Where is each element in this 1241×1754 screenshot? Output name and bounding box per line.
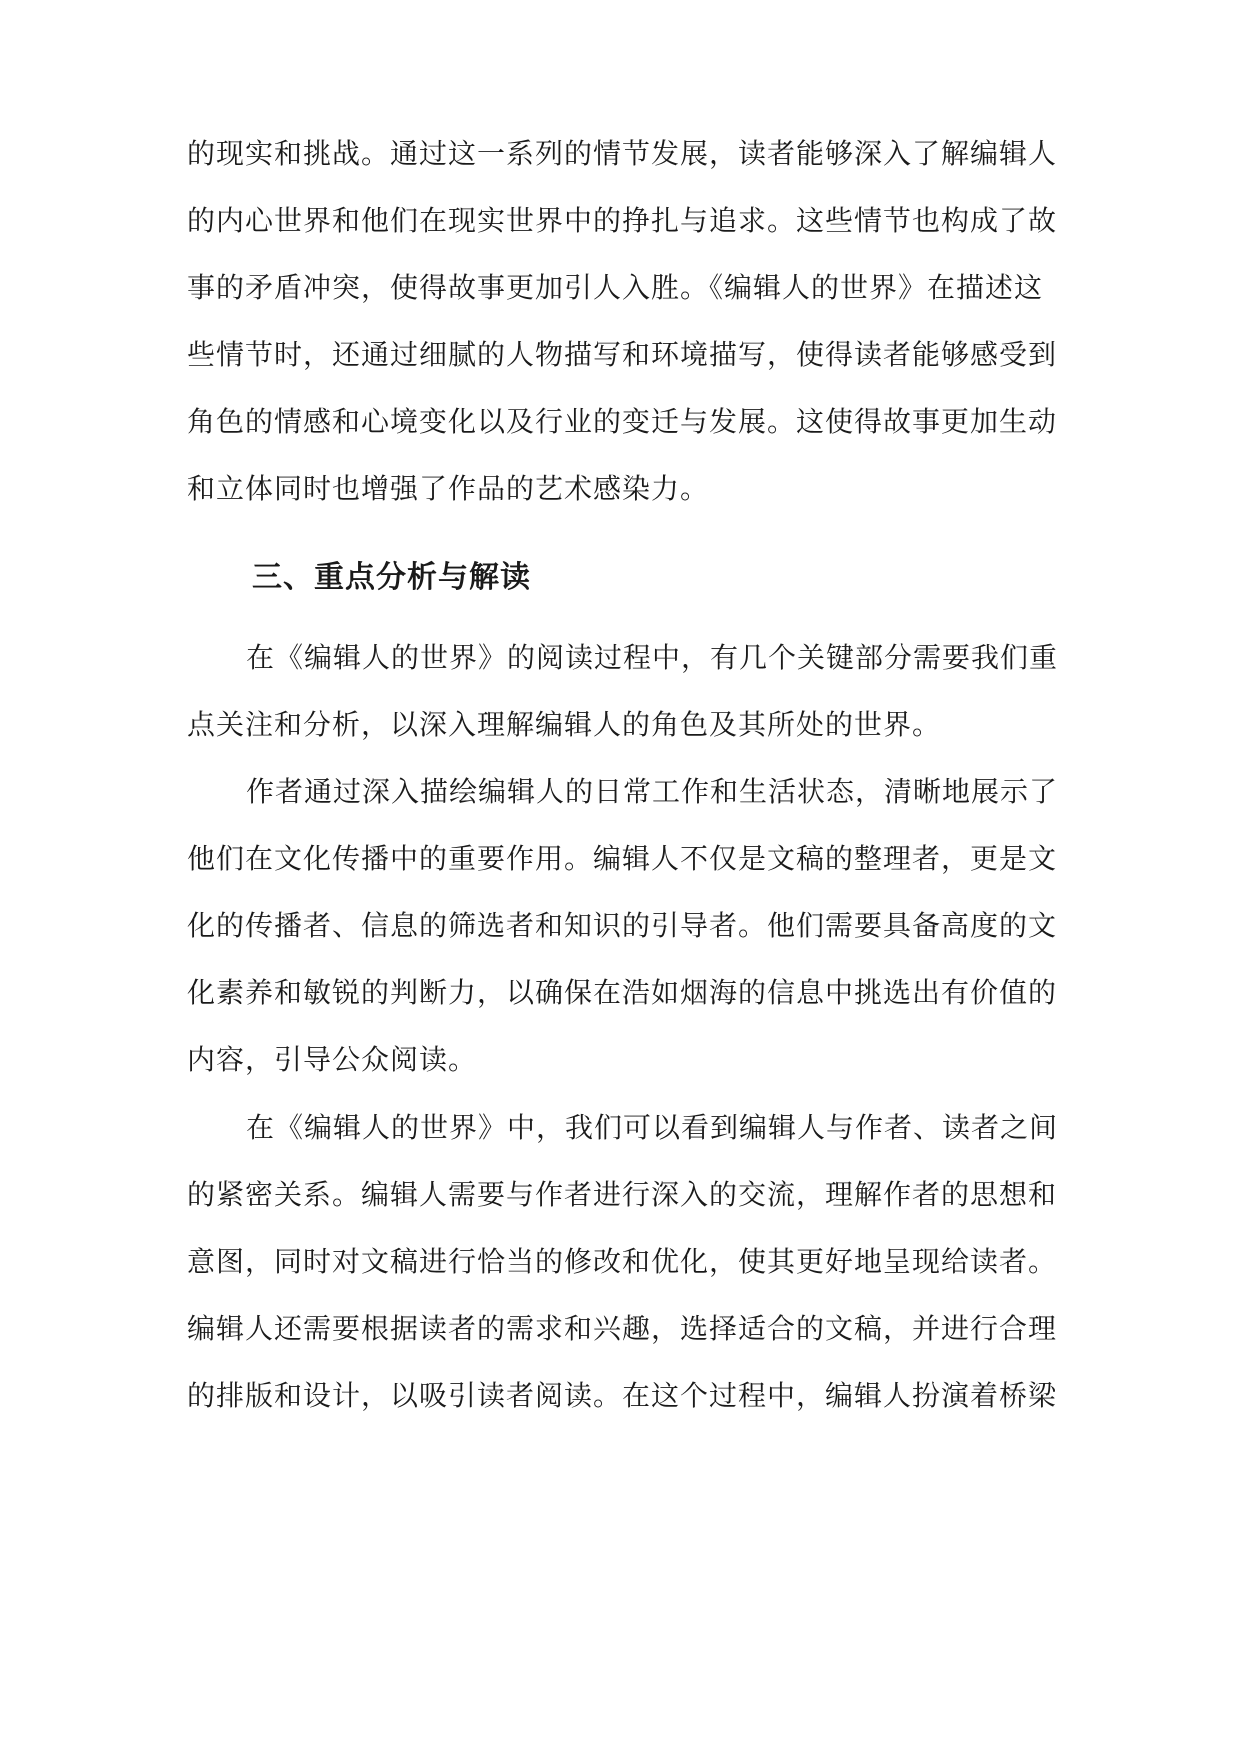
text-line: 的紧密关系。编辑人需要与作者进行深入的交流，理解作者的思想和 [187,1178,1058,1211]
text-line: 在《编辑人的世界》的阅读过程中，有几个关键部分需要我们重 [246,641,1059,674]
text-line: 内容，引导公众阅读。 [187,1043,478,1076]
section-heading: 三、重点分析与解读 [252,560,531,595]
text-line: 作者通过深入描绘编辑人的日常工作和生活状态，清晰地展示了 [246,775,1059,808]
text-line: 化的传播者、信息的筛选者和知识的引导者。他们需要具备高度的文 [187,909,1058,942]
text-line: 的现实和挑战。通过这一系列的情节发展，读者能够深入了解编辑人 [187,137,1058,170]
text-line: 角色的情感和心境变化以及行业的变迁与发展。这使得故事更加生动 [187,405,1058,438]
text-line: 和立体同时也增强了作品的艺术感染力。 [187,472,710,505]
text-line: 的内心世界和他们在现实世界中的挣扎与追求。这些情节也构成了故 [187,204,1058,237]
text-line: 他们在文化传播中的重要作用。编辑人不仅是文稿的整理者，更是文 [187,842,1058,875]
text-line: 点关注和分析，以深入理解编辑人的角色及其所处的世界。 [187,708,942,741]
text-line: 在《编辑人的世界》中，我们可以看到编辑人与作者、读者之间 [246,1111,1059,1144]
text-line: 的排版和设计，以吸引读者阅读。在这个过程中，编辑人扮演着桥梁 [187,1379,1058,1412]
text-line: 意图，同时对文稿进行恰当的修改和优化，使其更好地呈现给读者。 [187,1245,1058,1278]
text-line: 事的矛盾冲突，使得故事更加引人入胜。《编辑人的世界》在描述这 [187,271,1044,304]
text-line: 编辑人还需要根据读者的需求和兴趣，选择适合的文稿，并进行合理 [187,1312,1058,1345]
text-line: 化素养和敏锐的判断力，以确保在浩如烟海的信息中挑选出有价值的 [187,976,1058,1009]
text-line: 些情节时，还通过细腻的人物描写和环境描写，使得读者能够感受到 [187,338,1058,371]
